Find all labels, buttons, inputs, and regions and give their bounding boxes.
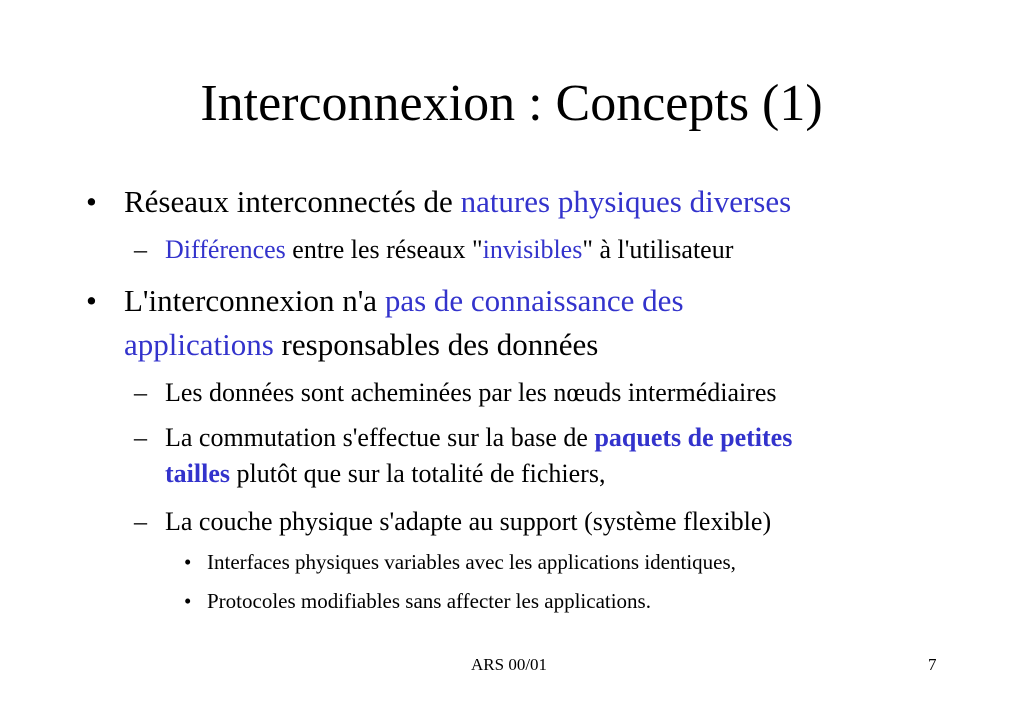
bullet-1-text: Réseaux interconnectés de [124, 184, 461, 219]
sub-bullet-1-1-text-c: " à l'utilisateur [582, 235, 734, 264]
dash-marker: – [134, 235, 147, 264]
bullet-2-highlight: pas de connaissance des [384, 283, 684, 318]
dash-marker: – [134, 378, 147, 407]
sub-bullet-2-2-highlight: paquets de petites [594, 423, 793, 452]
bullet-2-highlight-cont: applications [124, 327, 274, 362]
small-bullet-marker: • [184, 550, 192, 574]
bullet-marker: • [86, 184, 97, 219]
dash-marker: – [134, 507, 147, 536]
bullet-1-highlight: natures physiques diverses [460, 184, 792, 219]
third-level-item: Protocoles modifiables sans affecter les applications. [207, 589, 651, 613]
sub-bullet-1-1-text-b: entre les réseaux " [285, 235, 483, 264]
sub-bullet-1-1-highlight-a: Différences [165, 235, 286, 264]
sub-bullet-2-2-line-2 [165, 458, 605, 490]
small-bullet-marker: • [184, 589, 192, 613]
sub-bullet-2-2-highlight-cont: tailles [165, 459, 230, 488]
footer-label: ARS 00/01 [471, 655, 548, 674]
bullet-1 [124, 183, 791, 221]
sub-bullet-2-3: La couche physique s'adapte au support (système flexible) [165, 507, 772, 536]
bullet-2-text-cont: responsables des données [273, 327, 599, 362]
sub-bullet-1-1 [165, 234, 733, 266]
bullet-marker: • [86, 283, 97, 318]
bullet-2-text: L'interconnexion n'a [124, 283, 385, 318]
sub-bullet-1-1-highlight-b: invisibles [482, 235, 583, 264]
sub-bullet-2-2-line-1 [165, 422, 792, 454]
slide-title: Interconnexion : Concepts (1) [200, 75, 823, 132]
bullet-2-line-1 [124, 282, 684, 320]
sub-bullet-2-1: Les données sont acheminées par les nœuds intermédiaires [165, 378, 777, 407]
sub-bullet-2-2-text-cont: plutôt que sur la totalité de fichiers, [230, 459, 606, 488]
bullet-2-line-2 [124, 326, 598, 364]
sub-bullet-2-2-text: La commutation s'effectue sur la base de [165, 423, 595, 452]
page-number: 7 [928, 655, 937, 674]
third-level-item: Interfaces physiques variables avec les applications identiques, [207, 550, 736, 574]
dash-marker: – [134, 423, 147, 452]
